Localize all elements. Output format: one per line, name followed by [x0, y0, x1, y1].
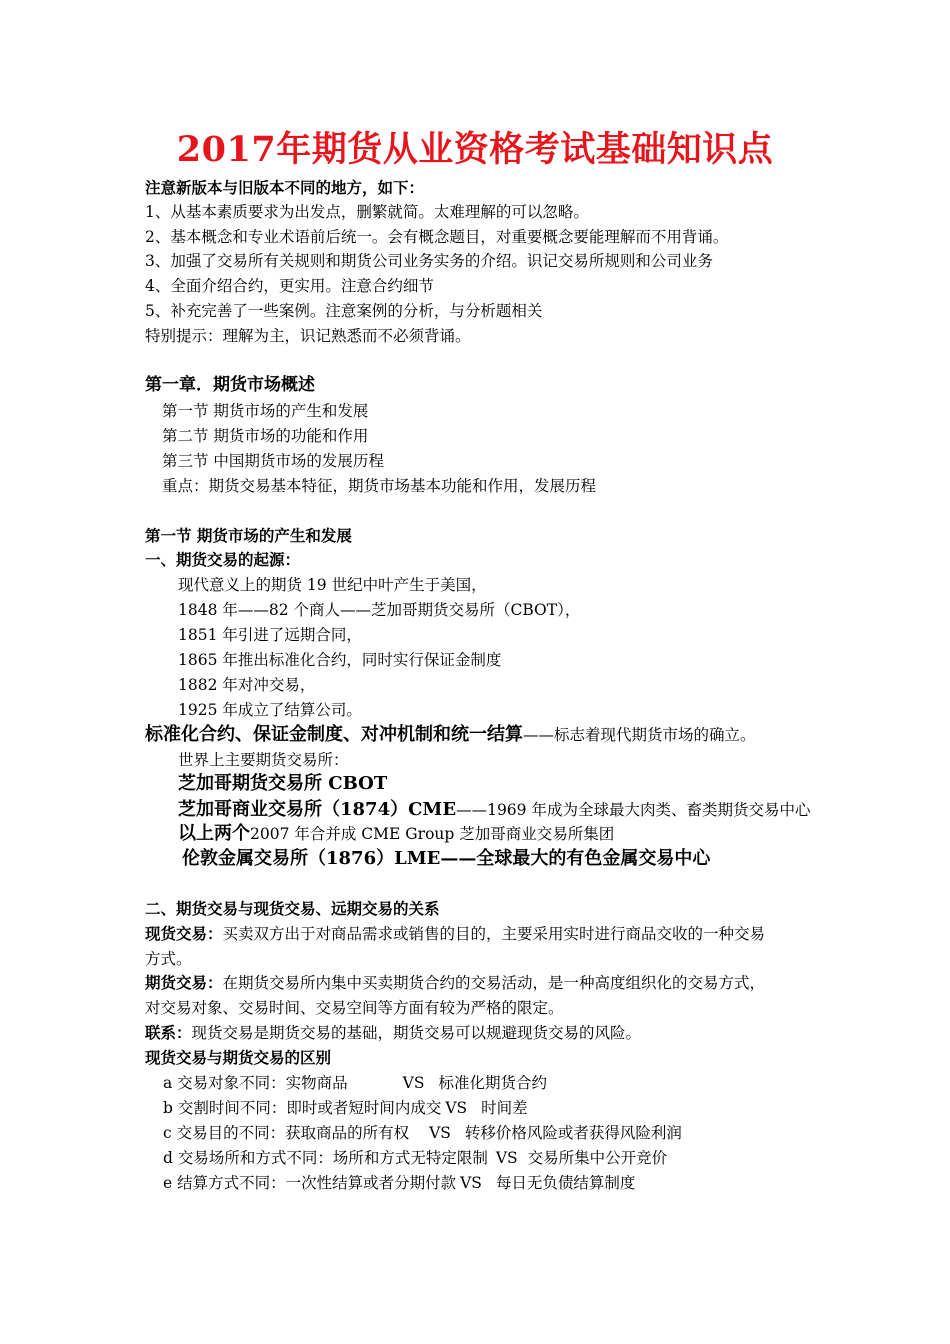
intro-item: 4、全面介绍合约，更实用。注意合约细节 — [145, 277, 434, 295]
link-text: 现货交易是期货交易的基础，期货交易可以规避现货交易的风险。 — [191, 1024, 642, 1042]
spot-label: 现货交易： — [145, 924, 223, 943]
intro-heading: 注意新版本与旧版本不同的地方，如下： — [145, 178, 425, 197]
chapter-title: 第一章．期货市场概述 — [145, 375, 315, 395]
diff-row — [163, 1098, 528, 1118]
intro-item: 3、加强了交易所有关规则和期货公司业务实务的介绍。识记交易所规则和公司业务 — [145, 252, 713, 270]
diff-left: d 交易场所和方式不同：场所和方式无特定限制 — [163, 1149, 488, 1167]
origin-line: 1851 年引进了远期合同， — [178, 626, 362, 644]
origin-line: 1865 年推出标准化合约，同时实行保证金制度 — [178, 651, 502, 669]
diff-vs: VS — [460, 1174, 482, 1192]
diff-vs: VS — [429, 1124, 451, 1142]
milestone-rest: ——标志着现代期货市场的确立。 — [523, 726, 756, 744]
milestone-line — [145, 724, 756, 746]
merge-rest: 2007 年合并成 CME Group 芝加哥商业交易所集团 — [250, 825, 615, 843]
origin-line: 1848 年——82 个商人——芝加哥期货交易所（CBOT）， — [178, 601, 581, 619]
chapter-section: 第三节 中国期货市场的发展历程 — [162, 452, 384, 470]
intro-item: 2、基本概念和专业术语前后统一。会有概念题目，对重要概念要能理解而不用背诵。 — [145, 228, 729, 246]
diff-right: 时间差 — [481, 1099, 528, 1117]
diff-row — [163, 1173, 635, 1193]
spot-definition — [145, 924, 765, 944]
origin-line: 现代意义上的期货 19 世纪中叶产生于美国， — [178, 576, 487, 594]
chapter-section: 第二节 期货市场的功能和作用 — [162, 427, 369, 445]
merge-bold: 以上两个 — [178, 823, 250, 844]
futures-definition — [145, 973, 765, 993]
diff-right: 转移价格风险或者获得风险利润 — [464, 1124, 682, 1142]
intro-item: 5、补充完善了一些案例。注意案例的分析，与分析题相关 — [145, 302, 543, 320]
futures-label: 期货交易： — [145, 973, 223, 992]
link-label: 联系： — [145, 1023, 192, 1042]
milestone-bold: 标准化合约、保证金制度、对冲机制和统一结算 — [145, 724, 523, 745]
spot-text: 买卖双方出于对商品需求或销售的目的，主要采用实时进行商品交收的一种交易 — [222, 925, 766, 943]
futures-text-cont: 对交易对象、交易时间、交易空间等方面有较为严格的限定。 — [145, 999, 564, 1017]
origin-line: 1925 年成立了结算公司。 — [178, 701, 362, 719]
diff-right: 每日无负债结算制度 — [495, 1174, 636, 1192]
section1-title: 第一节 期货市场的产生和发展 — [145, 526, 352, 545]
diff-row — [163, 1148, 667, 1168]
origin-heading: 一、期货交易的起源： — [145, 550, 301, 569]
diff-vs: VS — [495, 1149, 518, 1167]
chapter-section: 第一节 期货市场的产生和发展 — [162, 402, 369, 420]
diff-row — [163, 1123, 682, 1143]
exchange-merge — [178, 823, 614, 845]
exchange-cme — [178, 799, 810, 821]
exchange-lme: 伦敦金属交易所（1876）LME——全球最大的有色金属交易中心 — [182, 848, 711, 869]
exchange-cbot: 芝加哥期货交易所 CBOT — [178, 773, 388, 794]
diff-right: 交易所集中公开竞价 — [527, 1149, 668, 1167]
link-definition — [145, 1023, 641, 1043]
diff-row — [163, 1073, 547, 1093]
cme-rest: ——1969 年成为全球最大肉类、畜类期货交易中心 — [456, 801, 811, 819]
diff-right: 标准化期货合约 — [438, 1074, 547, 1092]
page-title: 2017年期货从业资格考试基础知识点 — [176, 129, 774, 170]
spot-text-cont: 方式。 — [145, 950, 192, 968]
section2-heading: 二、期货交易与现货交易、远期交易的关系 — [145, 899, 440, 918]
chapter-key-points: 重点：期货交易基本特征，期货市场基本功能和作用，发展历程 — [162, 477, 597, 495]
diff-vs: VS — [402, 1074, 425, 1092]
intro-tip: 特别提示：理解为主，识记熟悉而不必须背诵。 — [145, 327, 471, 345]
diff-left: b 交割时间不同：即时或者短时间内成交 — [163, 1099, 442, 1117]
intro-item: 1、从基本素质要求为出发点，删繁就简。太难理解的可以忽略。 — [145, 203, 589, 221]
origin-line: 1882 年对冲交易， — [178, 676, 316, 694]
diff-left: c 交易目的不同：获取商品的所有权 — [163, 1124, 410, 1142]
diff-left: e 结算方式不同：一次性结算或者分期付款 — [163, 1174, 457, 1192]
diff-vs: VS — [445, 1099, 468, 1117]
exchanges-intro: 世界上主要期货交易所： — [178, 751, 349, 769]
diff-left: a 交易对象不同：实物商品 — [163, 1074, 348, 1092]
cme-bold: 芝加哥商业交易所（1874）CME — [178, 799, 457, 820]
futures-text: 在期货交易所内集中买卖期货合约的交易活动，是一种高度组织化的交易方式， — [222, 974, 766, 992]
diff-heading: 现货交易与期货交易的区别 — [145, 1048, 332, 1067]
